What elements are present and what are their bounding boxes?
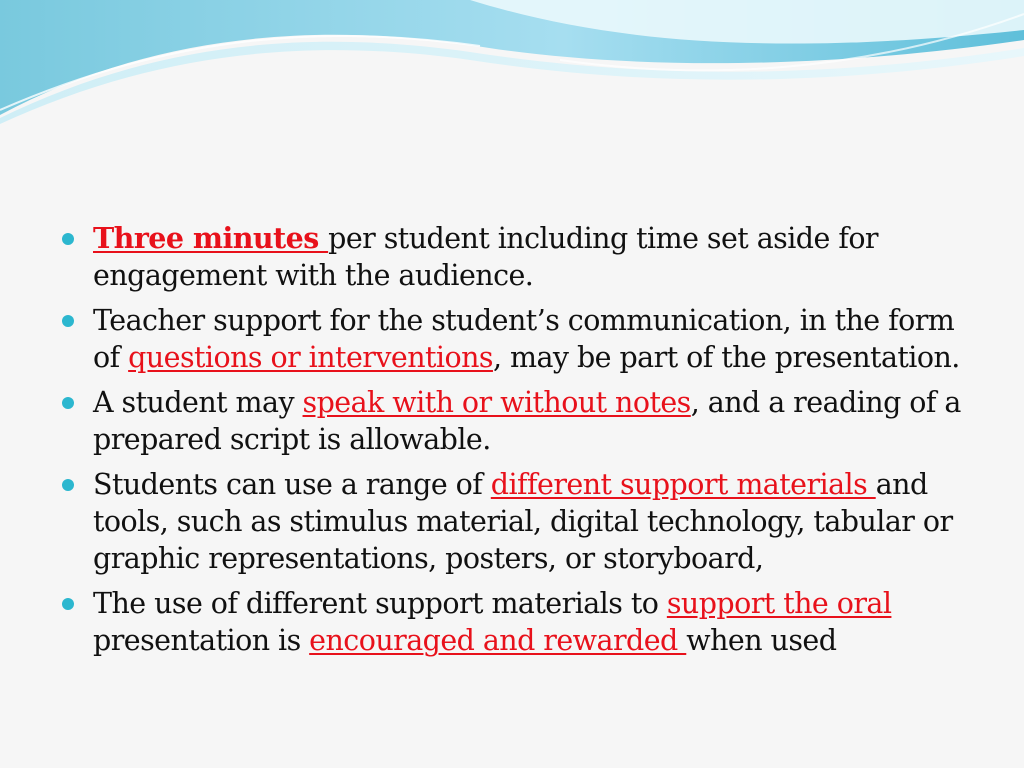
filled-circle-icon — [62, 315, 74, 327]
highlight-text: Three minutes — [93, 221, 329, 255]
body-text: Teacher support for the student’s communication, in the form of — [93, 304, 955, 374]
filled-circle-icon — [62, 233, 74, 245]
body-text: Students can use a range of — [93, 468, 491, 501]
bullet-item-1 — [60, 220, 970, 294]
bullet-item-2 — [60, 302, 970, 376]
highlight-text: different support materials — [490, 468, 876, 501]
body-text: , may be part of the presentation. — [492, 341, 960, 374]
body-text: The use of different support materials to — [93, 587, 667, 620]
filled-circle-icon — [62, 397, 74, 409]
filled-circle-icon — [62, 479, 74, 491]
slide-content — [60, 220, 970, 667]
bullet-item-4 — [60, 466, 970, 577]
highlight-text: encouraged and rewarded — [309, 624, 687, 657]
body-text: , and a reading of a prepared script is allowable. — [93, 386, 961, 456]
body-text: and tools, such as stimulus material, digital technology, tabular or graphic representations, posters, or storyboard, — [93, 468, 953, 575]
header-wave-decoration — [0, 0, 1024, 130]
highlight-text: support the oral — [666, 587, 892, 620]
body-text: A student may — [93, 386, 303, 419]
bullet-item-3 — [60, 384, 970, 458]
highlight-text: speak with or without notes — [302, 386, 691, 419]
body-text: per student including time set aside for engagement with the audience. — [93, 222, 879, 292]
body-text: presentation is — [93, 624, 310, 657]
body-text: when used — [686, 624, 837, 657]
bullet-item-5 — [60, 585, 970, 659]
filled-circle-icon — [62, 598, 74, 610]
bullet-list — [60, 220, 970, 659]
highlight-text: questions or interventions — [128, 341, 493, 374]
